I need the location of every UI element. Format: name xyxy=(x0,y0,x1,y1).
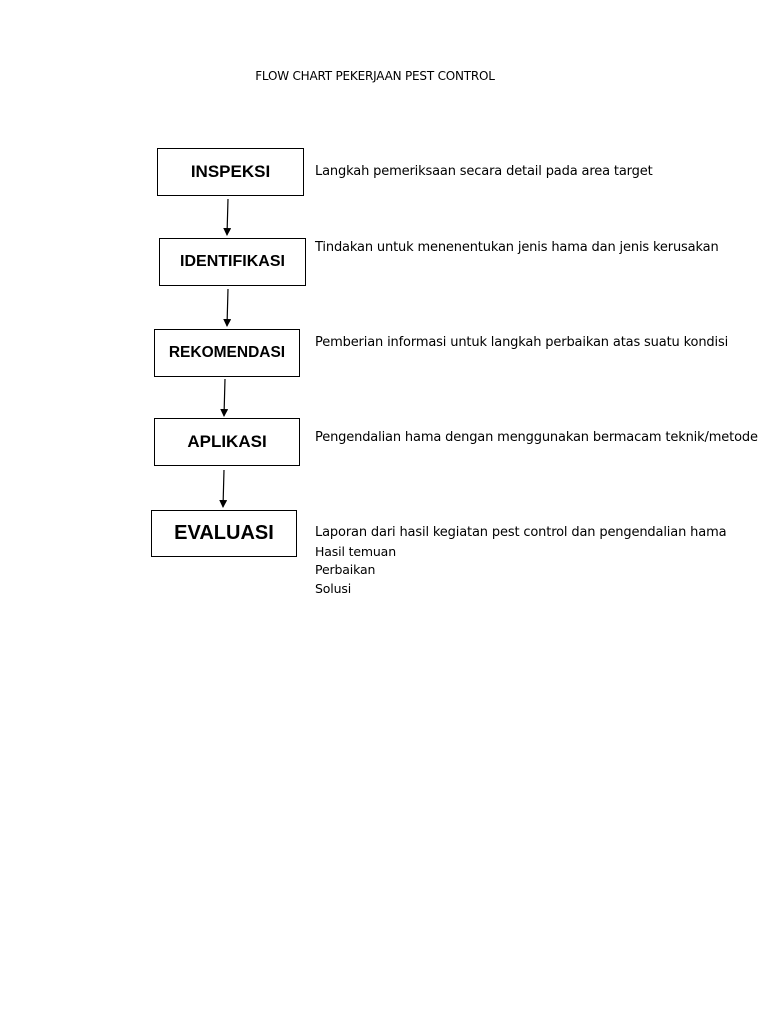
step-box-evaluasi xyxy=(151,510,297,557)
arrow-aplikasi-to-evaluasi xyxy=(223,470,224,507)
step-box-rekomendasi xyxy=(154,329,300,377)
step-label-identifikasi: IDENTIFIKASI xyxy=(180,253,285,270)
step-box-aplikasi xyxy=(154,418,300,466)
evaluasi-detail-item: Solusi xyxy=(315,580,352,596)
arrow-identifikasi-to-rekomendasi xyxy=(227,289,228,326)
step-label-rekomendasi: REKOMENDASI xyxy=(168,344,286,361)
arrow-rekomendasi-to-aplikasi xyxy=(224,379,225,416)
step-description-evaluasi: Laporan dari hasil kegiatan pest control dan pengendalian hama Hasil temuan Perbaikan Solusi xyxy=(315,524,688,598)
step-description-aplikasi: Pengendalian hama dengan menggunakan bermacam teknik/metode xyxy=(315,430,758,445)
step-label-evaluasi: EVALUASI xyxy=(174,522,274,544)
arrow-inspeksi-to-identifikasi xyxy=(227,199,228,235)
evaluasi-detail-item: Hasil temuan xyxy=(315,543,396,559)
step-description-inspeksi: Langkah pemeriksaan secara detail pada area target xyxy=(315,164,653,179)
chart-title: FLOW CHART PEKERJAAN PEST CONTROL xyxy=(255,69,495,83)
evaluasi-detail-item: Perbaikan xyxy=(315,562,376,577)
step-description-rekomendasi: Pemberian informasi untuk langkah perbaikan atas suatu kondisi xyxy=(315,335,729,350)
step-box-identifikasi xyxy=(159,238,306,286)
step-label-inspeksi: INSPEKSI xyxy=(190,162,271,181)
step-description-identifikasi: Tindakan untuk menenentukan jenis hama dan jenis kerusakan xyxy=(315,240,719,255)
step-label-aplikasi: APLIKASI xyxy=(187,432,267,451)
step-box-inspeksi xyxy=(157,148,304,196)
